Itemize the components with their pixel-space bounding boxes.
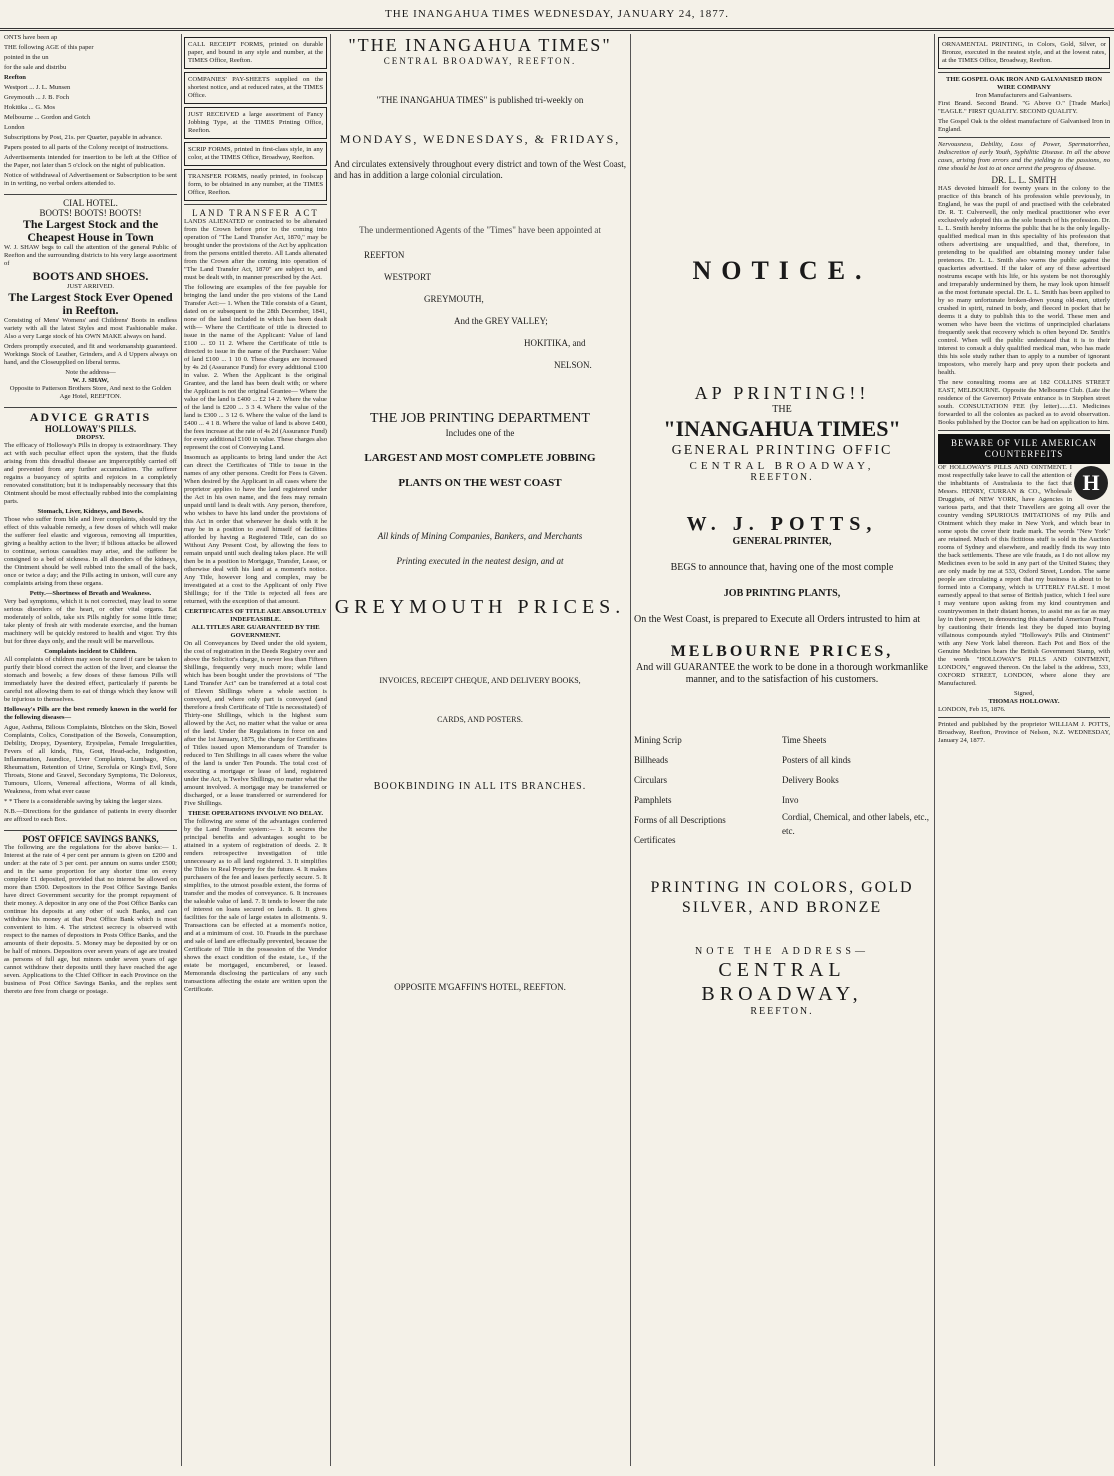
text-line: THE following AGE of this paper	[4, 44, 94, 51]
text-line: Advertisements intended for insertion to be left at the Office of the Paper, not later than 5 o'clock on the night of publication.	[4, 154, 177, 169]
text-line: BEGS to announce that, having one of the most comple	[670, 562, 894, 573]
divider	[938, 717, 1110, 718]
agents-block	[4, 34, 177, 188]
heading: PRINTING IN COLORS, GOLD SILVER, AND BRONZE	[650, 879, 914, 916]
heading: W. J. POTTS,	[686, 513, 878, 535]
heading: HOLLOWAY'S PILLS.	[44, 424, 137, 434]
text-line: Note the address—	[65, 369, 116, 376]
heading: POST OFFICE SAVINGS BANKS,	[22, 834, 159, 844]
heading: CENTRAL BROADWAY,	[689, 460, 875, 472]
heading: GENERAL PRINTING OFFIC	[671, 443, 893, 458]
subheading: JUST ARRIVED.	[66, 283, 115, 290]
subheading: DROPSY.	[76, 434, 105, 441]
subheading: GENERAL PRINTER,	[732, 536, 832, 547]
ad-pay-sheets: COMPANIES' PAY-SHEETS supplied on the shortest notice, and at reduced rates, at the TIMES Office.	[184, 72, 327, 104]
subheading: JOB PRINTING PLANTS,	[723, 588, 841, 599]
text-line: NOTE THE ADDRESS—	[695, 946, 869, 957]
body-text: Holloway's Pills are the best remedy known in the world for the following diseases—	[4, 706, 177, 721]
subheading: Stomach, Liver, Kidneys, and Bowels.	[37, 508, 144, 515]
list-item: Forms of all Descriptions	[634, 815, 726, 825]
body-text: All complaints of children may soon be cured if care be taken to purify their blood correct the action of the liver, and cleanse the stomach and bowels; a few doses of these famous Pills will immediately have the desired effect, particularly if parents be careful not allowing them to eat of things which they know will be injurious to themselves.	[4, 656, 177, 703]
heading: CENTRAL BROADWAY,	[701, 959, 863, 1005]
text-line: Greymouth ... J. B. Foch	[4, 94, 70, 101]
column-3	[334, 34, 626, 1470]
column-rule	[934, 34, 935, 1466]
body-text: HAS devoted himself for twenty years in the colony to the practice of this branch of his profession while previously, in England, he was the pupil of and practised with the celebrated Dr. R. T. Culverwell, the only medical practitioner who ever exclusively adopted this as the sole branch of his profession. Dr. L. L. Smith hereby informs the public that he is the only legally-qualified medical man in this speciality of his profession that others advertising are unqualified, and that, therefore, in pretending to be qualified are obtaining money under false pretences. Dr. L. L. Smith also warns the public against the quackeries advertised. If the taker of any of these advertised nostrums escape with his life, or his system be not thoroughly and irreparably undermined by them, he may look upon himself as the most fortunate special. Dr. L. L. Smith has been applied to by so many unfortunate broken-down young old-men, utterly crushed in spirit, ruined in body, and fleeced in pocket that he deems it a duty to publish this to the world. These men and women who have been the victims of unprincipled charlatans frequently seek that recovery which is often beyond Dr. Smith's control. When will the public understand that it is to their interest to consult a duly qualified medical man, who has made this his sole study rather than to apply to a number of ignorant impostors, who merely harp and prey upon their pockets and health.	[938, 185, 1110, 376]
text-line: for the sale and distribu	[4, 64, 67, 71]
body-text: Insomuch as applicants to bring land under the Act can direct the Certificates of Title to issue in the names of any other persons. Credit for Fees is Given. When desired by the Applicant in all cases where the proprietor applies to have the land registered under the Act in his own name, and the fees may remain unpaid until land is dealt with. Any person, therefore, who wishes to have his land under the provisions of this Act in order that whenever he deals with it he may be in a position to avail himself of facilities afforded by having a Registered Title, can do so Without Any Present Cost, by allowing the fees to remain unpaid until such dealing takes place. He will then be in a position to Mortgage, Transfer, Lease, or otherwise deal with his land at a moment's notice. Any Title, however long and complex, may be investigated at a cost to the Applicant of only Five Shillings; for if the Title is rejected all fees are returned, with the exception of that amount.	[184, 454, 327, 605]
place: REEFTON	[364, 250, 405, 260]
heading: "INANGAHUA TIMES"	[663, 416, 901, 441]
text-line: Opposite to Patterson Brothers Store, And next to the Golden Age Hotel, REEFTON.	[9, 385, 172, 400]
column-4	[634, 34, 930, 1470]
text-line: REEFTON.	[750, 1006, 814, 1017]
text-line: pointed in the un	[4, 54, 49, 61]
text-line: Papers posted to all parts of the Colony receipt of instructions.	[4, 144, 169, 151]
body-text: The following are the regulations for the above banks:— 1. Interest at the rate of 4 per cent per annum is given on £200 and under: at the rate of 3 per cent. per annum on sums under £500; and in the same proportion for any shorter time on every complete £1 deposited, provided that no interest be allowed on more than £500. Depositors in the Post Office Savings Banks have direct Government security for the prompt repayment of their money. A depositor in any one of the Post Office Banks can continue his deposits at any other of such Banks, and can withdraw his money at that Post Office Bank which is most convenient to him. 4. The strictest secrecy is observed with respect to the names of depositors in Posts Office Banks, and the amounts of their deposits. 5. Money may be deposited by or on be half of minors. Depositors over seven years of age are treated as persons of full age, but minors under seven years of age cannot withdraw their deposits until they have reached the age seven. Applications to the Chief Officer in each Province on the business of Post Office Savings Banks, and the replies sent thereto are free from charge or postage.	[4, 844, 177, 995]
text-line: "THE INANGAHUA TIMES" is published tri-weekly on	[376, 95, 584, 105]
masthead: THE INANGAHUA TIMES WEDNESDAY, JANUARY 24, 1877.	[0, 0, 1114, 31]
body-text: Consisting of Mens' Womens' and Childrens' Boots in endless variety with all the latest Styles and most Fashionable make. Also a very Large stock of his OWN MAKE always on hand.	[4, 317, 177, 340]
subheading: ALL TITLES ARE GUARANTEED BY THE GOVERNMENT.	[191, 624, 320, 639]
list-item: Certificates	[634, 835, 676, 845]
body-text: The following are some of the advantages conferred by the Land Transfer system:— 1. It secures the principal benefits and advantages sought to be attained in a system of registration of deeds. 2. It renders retrospective investigation of title unnecessary as to all land registered. 3. It simplifies the Titles to Real Property for the future. 4. It makes purchasers of the fee and leases perfectly secure. 5. It simplifies, to the utmost possible extent, the forms of transfer and the modes of conveyance. 6. It increases the saleable value of land. 7. It tends to lower the rate of interest on loans secured on lands. 8. It gives facilities for the sale of large estates in allotments. 9. Transactions can be effected at a moment's notice, and at a minimum of cost. 10. Frauds in the purchase and sale of land are effectually prevented, because the Certificate of Title in the possession of the Vendor shows the exact condition of the estate, i.e., if the estate be mortgaged, encumbered, or leased. Memoranda disclosing the particulars of any such transactions affecting the estate are written upon the Certificate.	[184, 818, 327, 993]
place: NELSON.	[554, 360, 592, 370]
beware-banner: BEWARE OF VILE AMERICAN COUNTERFEITS	[938, 434, 1110, 464]
shaw-advert	[4, 198, 177, 401]
text-line: All kinds of Mining Companies, Bankers, and Merchants	[377, 531, 583, 541]
text-line: Subscriptions by Post, 21s. per Quarter, payable in advance.	[4, 134, 163, 141]
divider	[184, 204, 327, 205]
body-text: * * There is a considerable saving by taking the larger sizes.	[4, 798, 163, 805]
list-item: Billheads	[634, 755, 668, 765]
subheading: Petty.—Shortness of Breath and Weakness.	[29, 590, 152, 597]
place: HOKITIKA, and	[524, 338, 586, 348]
heading: The Largest Stock and the Cheapest House in Town	[22, 217, 159, 244]
text-line: LONDON, Feb 15, 1876.	[938, 706, 1006, 713]
divider	[938, 72, 1110, 73]
heading: PLANTS ON THE WEST COAST	[398, 477, 562, 489]
heading: The Largest Stock Ever Opened in Reefton.	[8, 290, 173, 317]
ad-call-receipt: CALL RECEIPT FORMS, printed on durable paper, and bound in any style and number, at the TIMES Office, Reefton.	[184, 37, 327, 69]
publication-days: MONDAYS, WEDNESDAYS, & FRIDAYS,	[339, 132, 621, 146]
column-rule	[630, 34, 631, 1466]
heading: ADVICE GRATIS	[29, 410, 152, 424]
heading: BOOKBINDING IN ALL ITS BRANCHES.	[373, 781, 587, 792]
imprint: Printed and published by the proprietor WILLIAM J. POTTS, Broadway, Reefton, Province of Nelson, N.Z. WEDNESDAY, January 24, 1877.	[938, 721, 1110, 744]
column-1	[4, 34, 177, 1470]
ad-ornamental-printing: ORNAMENTAL PRINTING, in Colors, Gold, Silver, or Bronze, executed in the neatest style, and at the lowest rates, at the TIMES Office, Broadway, Reefton.	[938, 37, 1110, 69]
text-line: London	[4, 124, 25, 131]
body-text: And circulates extensively throughout every district and town of the West Coast, and has in addition a large colonial circulation.	[334, 159, 626, 180]
subheading: CERTIFICATES OF TITLE ARE ABSOLUTELY INDEFEASIBLE.	[184, 608, 327, 623]
heading: AP PRINTING!!	[694, 383, 870, 403]
heading: BOOTS! BOOTS! BOOTS!	[39, 208, 142, 218]
body-text: Nervousness, Debility, Loss of Power, Spermatorrhea, Indiscretion of early Youth, Syphilitic Disease. In all the above cases, arising from errors and the yielding to the passions, no time should be lost to at once arrest the progress of disease.	[938, 141, 1110, 172]
body-text: Very bad symptoms, which it is not corrected, may lead to some serious disorders of the heart, or other vital organs. Eat moderately of solids, take six Pills nightly for some little time; take plenty of fresh air with moderate exercise, and the human machinery will be quickly restored to health and vigor. Try this but for three days only, and the result will be marvellous.	[4, 598, 177, 645]
heading: THE JOB PRINTING DEPARTMENT	[370, 411, 590, 426]
product-list	[634, 730, 930, 850]
heading: DR. L. L. SMITH	[991, 175, 1057, 185]
list-item: Mining Scrip	[634, 735, 682, 745]
body-text: OF HOLLOWAY'S PILLS AND OINTMENT. I most respectfully take leave to call the attention of the inhabitants of Australasia to the fact that Messrs. HENRY, CURRAN & CO., Wholesale Druggists, of NEW YORK, have Agencies in various parts, and that their Travellers are going all over the country vending SPURIOUS IMITATIONS of my Pills and Ointment which they make in New York, and which bear in some spots the cover their trade mark. The words "New York" are retained. Much of this fictitious stuff is sold in the Auction rooms of Sydney and elsewhere, and readily finds its way into the back settlements. These are vile frauds, as I do not allow my Medicines even to be sold in any part of the United States; they are only made by me at 533, Oxford Street, London. The same people are circulating a report that my business is about to be formed into a Company, which is UTTERLY FALSE. I most earnestly appeal to that sense of British justice, which I feel sure I may venture upon asking from my kind countrymen and countrywomen in their distant homes, to assist me as far as may lay in their power, in denouncing this shameful American Fraud, by cautioning their friends lest they be duped into buying villainous compounds styled "Holloway's Pills and Ointment" with any New York label thereon. Each Pot and Box of the Genuine Medicines bears the British Government Stamp, with the words "HOLLOWAY'S PILLS AND OINTMENT, LONDON," engraved thereon. On the label is the address, 533, OXFORD STREET, LONDON, where alone they are Manufactured.	[938, 464, 1110, 687]
place: GREYMOUTH,	[424, 294, 484, 304]
subheading: THESE OPERATIONS INVOLVE NO DELAY.	[187, 810, 324, 817]
text-line: Westport ... J. L. Munsen	[4, 84, 71, 91]
body-text: On all Conveyances by Deed under the old system, the cost of registration in the Deeds Registry over and above the Solicitor's charge, is never less than Fifteen Shillings, frequently very much more; while land which has been bought under the provisions of "The Land Transfer Act" can be transferred at a total cost of Eleven Shillings where a whole section is conveyed, and where only part is conveyed (and therefore a fresh Certificate of Title is necessitated) of Thirty-one Shillings, which is the highest sum allowed by the Act, no matter what the value or area of the land. Under the Regulations in force on and after the 1st January, 1875, the charge for Certificates of Titles issued upon Memorandum of Transfer is reduced to Ten Shillings in all cases where the value of the land is under Ten Pounds. The total cost of executing a mortgage or lease of land, registered under the Act, is Twelve Shillings, no matter what the amount involved. A mortgage may be transferred or discharged, or a lease transferred or surrendered for Five Shillings.	[184, 640, 327, 807]
text-line: Signed,	[1014, 690, 1034, 697]
body-text: LANDS ALIENATED or contracted to be alienated from the Crown before prior to the coming into operation of "The Land Transfer Act, 1870," may be brought under the provisions of the Act by application from the persons entitled thereto. All Lands alienated from the Crown after the coming into operation of "The Land Transfer Act, 1870" are subject to, and must be dealt with, in manner prescribed by the Act.	[184, 218, 327, 281]
text-line: Includes one of the	[445, 428, 515, 438]
column-2	[184, 34, 327, 1470]
text-line: THE	[772, 404, 792, 415]
heading: GREYMOUTH PRICES.	[334, 596, 626, 618]
list-item: Delivery Books	[782, 775, 839, 785]
text-line: The undermentioned Agents of the "Times" have been appointed at	[359, 225, 601, 235]
list-item: Pamphlets	[634, 795, 672, 805]
address: CENTRAL BROADWAY, REEFTON.	[383, 56, 577, 66]
text-line: Printing executed in the neatest design, and at	[396, 556, 564, 566]
subheading: Complaints incident to Children.	[44, 648, 137, 655]
body-text: The new consulting rooms are at 182 COLLINS STREET EAST, MELBOURNE. Opposite the Melbourne Club. (Late the residence of the Governor) Private entrance is in Stephen street south. CONSULTATION FEE (by letter)......£1. Medicines forwarded to all the colonies as packed as to avoid observation. Books published by the Doctor can be had on application to him.	[938, 379, 1110, 426]
address-footer: OPPOSITE M'GAFFIN'S HOTEL, REEFTON.	[394, 982, 566, 992]
body-text: Orders promptly executed, and fit and workmanship guaranteed. Workings Stock of Leather, Grinders, and A d Uppers always on hand, and the Closeupplied on liberal terms.	[4, 343, 177, 366]
list-item: Circulars	[634, 775, 667, 785]
divider	[4, 407, 177, 408]
list-item: Time Sheets	[782, 735, 827, 745]
divider	[4, 830, 177, 831]
text-line: Reefton	[4, 74, 26, 81]
divider	[938, 137, 1110, 138]
heading: BOOTS AND SHOES.	[32, 269, 149, 283]
signature: THOMAS HOLLOWAY.	[988, 698, 1060, 705]
body-text: And will GUARANTEE the work to be done in a thorough workmanlike manner, and to the satisfaction of his customers.	[636, 662, 928, 685]
divider	[4, 194, 177, 195]
heading: CIAL HOTEL.	[63, 198, 118, 208]
list-item: Cordial, Chemical, and other labels, etc., etc.	[782, 812, 929, 836]
ad-transfer-forms: TRANSFER FORMS, neatly printed, in foolscap form, to be obtained in any number, at the TIMES Office, Reefton.	[184, 169, 327, 201]
column-rule	[181, 34, 182, 1466]
heading: LARGEST AND MOST COMPLETE JOBBING	[364, 452, 596, 464]
body-text: The Gospel Oak is the oldest manufacture of Galvanised Iron in England.	[938, 118, 1110, 133]
body-text: N.B.—Directions for the guidance of patients in every disorder are affixed to each Box.	[4, 808, 177, 823]
body-text: The efficacy of Holloway's Pills in dropsy is extraordinary. They act with such peculiar effect upon the system, that the fluids arising from this dreadful disease are imperceptibly carried off and prevented from any further accumulation. The sufferer regains a buoyancy of spirits and rejoices in a completely renovated constitution; but it is indispensably necessary that this Ointment should be most effectually rubbed into the complaining parts.	[4, 442, 177, 505]
notice-heading: NOTICE.	[692, 256, 872, 285]
ad-scrip-forms: SCRIP FORMS, printed in first-class style, in any color, at the TIMES Office, Broadway, Reefton.	[184, 142, 327, 166]
divider	[938, 430, 1110, 431]
text-line: Notice of withdrawal of Advertisement or Subscription to be sent in in writing, no verbal orders attended to.	[4, 172, 177, 187]
body-text: Ague, Asthma, Bilious Complaints, Blotches on the Skin, Bowel Complaints, Colics, Constipation of the Bowels, Consumption, Debility, Dropsy, Dysentery, Erysipelas, Female Irregularities, Fevers of all kinds, Fits, Gout, Head-ache, Indigestion, Inflammation, Jaundice, Liver Complaints, Lumbago, Piles, Rheumatism, Retention of Urine, Scrofula or King's Evil, Sore Throats, Stone and Gravel, Secondary Symptoms, Tic Doloreux, Tumours, Ulcers, Venereal affections, Worms of all kinds, Weakness, from what ever cause	[4, 724, 177, 795]
text-line: REEFTON.	[750, 472, 814, 483]
text-line: CARDS, AND POSTERS.	[437, 715, 523, 724]
body-text: The following are examples of the fee payable for bringing the land under the pro visions of the Land Transfer Act:— 1. When the Title consists of a Grant, dated on or subsequent to the 28th December, 1841, none of the land included in which has been dealt with— Where the Certificate of title is directed to issue in the name of the Applicant: Value of land £100 ... £0 11 2. Where the Certificate of title is directed to issue in the name of the Purchaser: Value of land £100 ... 1 10 0. These charges are increased by 4s 2d (Assurance Fund) for every additional £100 in value. 2. When the Applicant is the original Grantee, and the land has been dealt with; or where the Applicant is not the original Grantee— Where the value of the land is £400 ... £2 14 2. Where the value of the land is £200 ... 3 3 4. Where the value of the land is £300 ... 3 12 6. Where the value of the land is £400 ... 4 1 8. Where the value of land is above £400, the fees increase at the rate of 4s 2d (Assurance Fund) for every additional £100 in value. These charges also represent the cost of Conveying Land.	[184, 284, 327, 451]
body-text: On the West Coast, is prepared to Execute all Orders intrusted to him at	[634, 614, 921, 625]
text-line: W. J. SHAW,	[72, 377, 109, 384]
text-line: INVOICES, RECEIPT CHEQUE, AND DELIVERY BOOKS,	[379, 676, 581, 685]
holloway-advert	[4, 411, 177, 824]
body-text: First Brand. Second Brand. "G Above O." [Trade Marks] "EAGLE." FIRST QUALITY. SECOND QUALITY.	[938, 100, 1110, 115]
paper-title: "THE INANGAHUA TIMES"	[348, 35, 612, 55]
ad-jobbing-type: JUST RECEIVED a large assortment of Fancy Jobbing Type, at the TIMES Printing Office, Reefton.	[184, 107, 327, 139]
text-line: Melbourne ... Gordon and Gotch	[4, 114, 91, 121]
body-text: W. J. SHAW begs to call the attention of the general Public of Reefton and the surrounding districts to his very large assortment of	[4, 244, 177, 267]
text-line: Iron Manufacturers and Galvanisers.	[975, 92, 1073, 99]
heading: LAND TRANSFER ACT	[192, 208, 319, 218]
column-rule	[330, 34, 331, 1466]
list-item: Posters of all kinds	[782, 755, 851, 765]
text-line: Hokitika ... G. Mos	[4, 104, 56, 111]
body-text: Those who suffer from bile and liver complaints, should try the effect of this valuable remedy, a few doses of which will make the sufferer feel elastic and vigorous, removing all impurities, giving a healthy action to the liver; if bilious attacks be allowed to continue, serious casualties may arise, and the sufferer be consigned to a bed of sickness. In all disorders of the kidneys, the Ointment should be well rubbed into the small of the back, once or twice a day; and the Pills acting in unison, will cure any complaints arising from these organs.	[4, 516, 177, 587]
holloway-seal-icon: H	[1074, 466, 1108, 500]
text-line: ONTS have been ap	[4, 34, 58, 41]
agent-places	[334, 250, 626, 382]
column-5	[938, 34, 1110, 1470]
place: And the GREY VALLEY;	[454, 316, 548, 326]
list-item: Invo	[782, 795, 799, 805]
heading: MELBOURNE PRICES,	[670, 643, 894, 660]
heading: THE GOSPEL OAK IRON AND GALVANISED IRON WIRE COMPANY	[945, 76, 1103, 91]
place: WESTPORT	[384, 272, 431, 282]
savings-bank-notice	[4, 834, 177, 996]
